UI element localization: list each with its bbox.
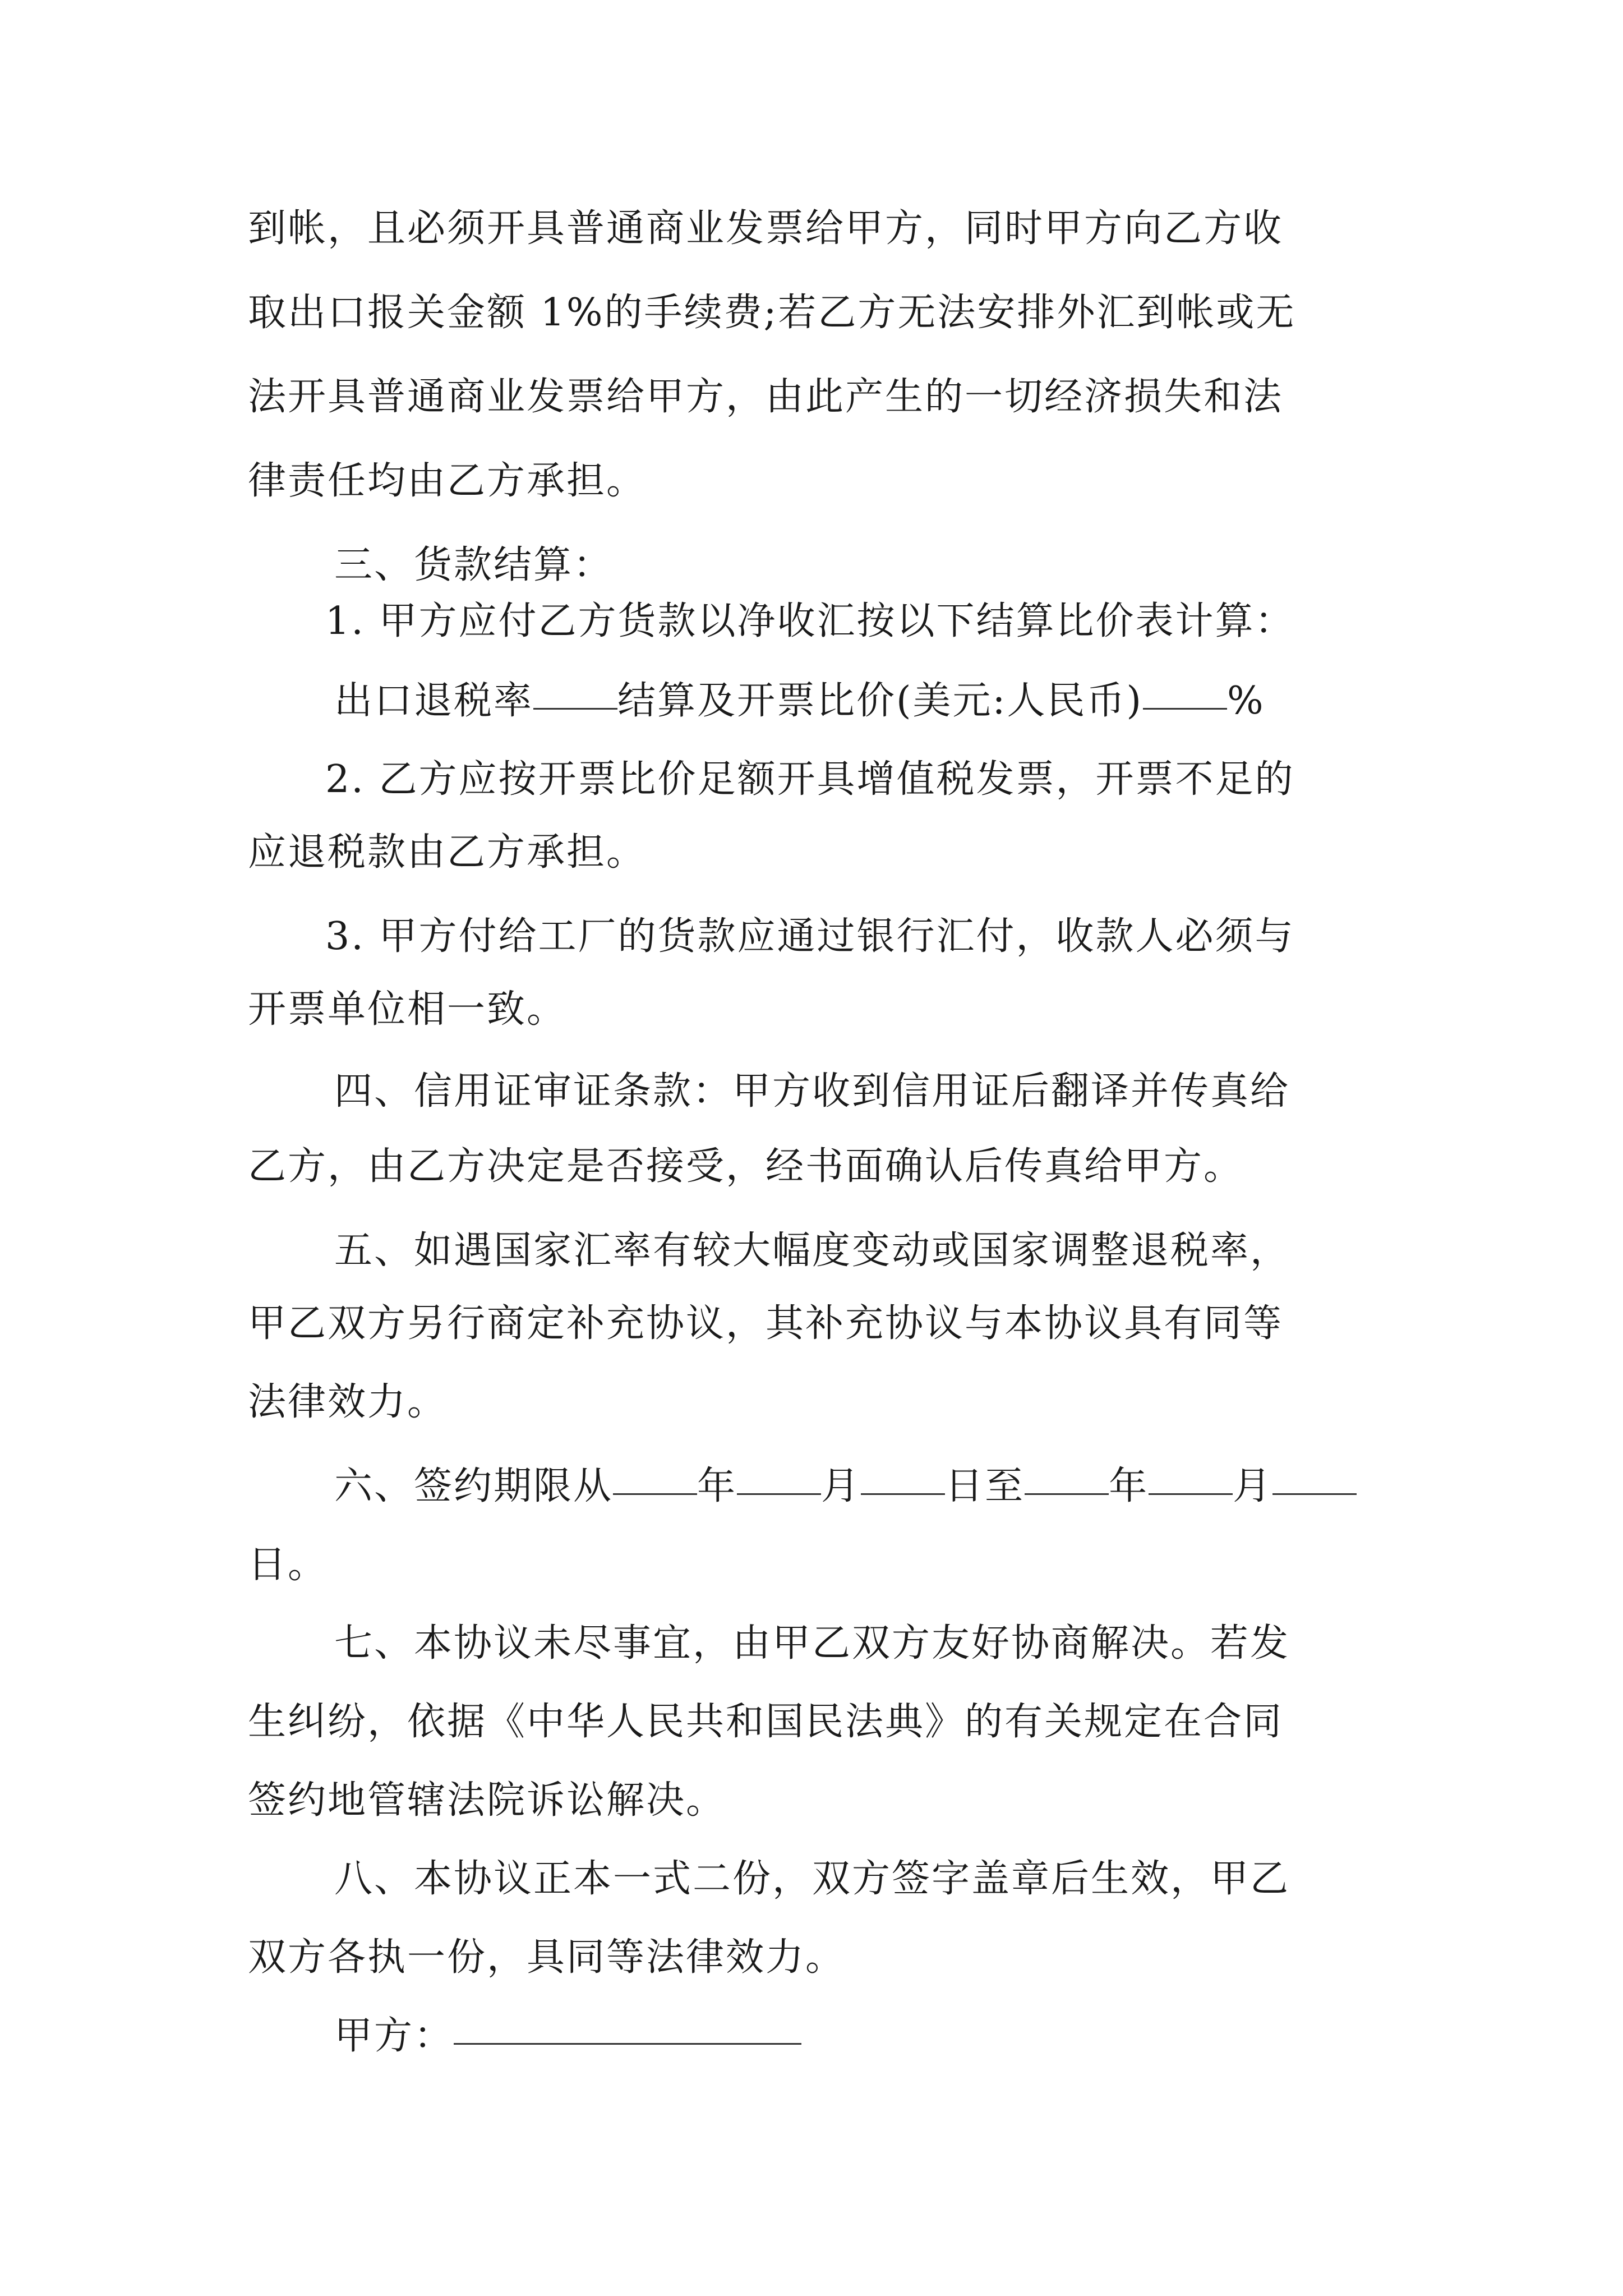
section-7-line-2: 生纠纷，依据《中华人民共和国民法典》的有关规定在合同	[248, 1700, 1284, 1744]
end-year-blank[interactable]	[1025, 1458, 1109, 1495]
month-label: 月	[821, 1464, 861, 1508]
section-heading-payment: 三、货款结算：	[334, 543, 614, 587]
party-a-signature-blank[interactable]	[454, 2008, 801, 2045]
signature-line-party-a	[334, 2008, 1392, 2064]
rate-label: 出口退税率	[334, 679, 534, 723]
paragraph-line: 到帐，且必须开具普通商业发票给甲方，同时甲方向乙方收	[248, 206, 1284, 251]
term-line-end: 日。	[248, 1543, 328, 1587]
section-5-line-1: 五、如遇国家汇率有较大幅度变动或国家调整退税率，	[334, 1228, 1290, 1273]
section-5-line-2: 甲乙双方另行商定补充协议，其补充协议与本协议具有同等	[248, 1301, 1284, 1346]
section-5-line-3: 法律效力。	[248, 1380, 448, 1424]
section-4-line-2: 乙方，由乙方决定是否接受，经书面确认后传真给甲方。	[248, 1144, 1244, 1189]
rate-blank[interactable]	[533, 673, 617, 710]
section-8-line-2: 双方各执一份，具同等法律效力。	[248, 1935, 846, 1980]
paragraph-line: 律责任均由乙方承担。	[248, 459, 647, 503]
section-4-line-1: 四、信用证审证条款：甲方收到信用证后翻译并传真给	[334, 1069, 1290, 1114]
month-label: 月	[1233, 1464, 1273, 1508]
term-label: 六、签约期限从	[334, 1464, 614, 1508]
year-label: 年	[1109, 1464, 1149, 1508]
year-label: 年	[697, 1464, 737, 1508]
paragraph-line: 取出口报关金额 1%的手续费;若乙方无法安排外汇到帐或无	[248, 291, 1296, 335]
section-7-line-1: 七、本协议未尽事宜，由甲乙双方友好协商解决。若发	[334, 1621, 1290, 1665]
term-line	[334, 1458, 1392, 1515]
clause-3-2-line-2: 应退税款由乙方承担。	[248, 830, 647, 875]
start-month-blank[interactable]	[737, 1458, 821, 1495]
rate-middle-text: 结算及开票比价(美元:人民币)	[617, 679, 1143, 723]
clause-3-1: 1. 甲方应付乙方货款以净收汇按以下结算比价表计算：	[325, 599, 1295, 643]
paragraph-line: 法开具普通商业发票给甲方，由此产生的一切经济损失和法	[248, 375, 1284, 419]
rate-line	[334, 673, 1392, 729]
day-to-label: 日至	[945, 1464, 1025, 1508]
party-a-label: 甲方：	[334, 2014, 454, 2058]
clause-3-3-line-2: 开票单位相一致。	[248, 987, 567, 1032]
end-month-blank[interactable]	[1149, 1458, 1233, 1495]
start-day-blank[interactable]	[861, 1458, 945, 1495]
end-day-blank[interactable]	[1272, 1458, 1357, 1495]
section-8-line-1: 八、本协议正本一式二份，双方签字盖章后生效，甲乙	[334, 1857, 1290, 1901]
ratio-blank[interactable]	[1143, 673, 1227, 710]
clause-3-3-line-1: 3. 甲方付给工厂的货款应通过银行汇付，收款人必须与	[325, 914, 1295, 959]
percent-sign: %	[1227, 679, 1265, 723]
section-7-line-3: 签约地管辖法院诉讼解决。	[248, 1778, 726, 1823]
start-year-blank[interactable]	[613, 1458, 697, 1495]
clause-3-2-line-1: 2. 乙方应按开票比价足额开具增值税发票，开票不足的	[325, 757, 1295, 802]
